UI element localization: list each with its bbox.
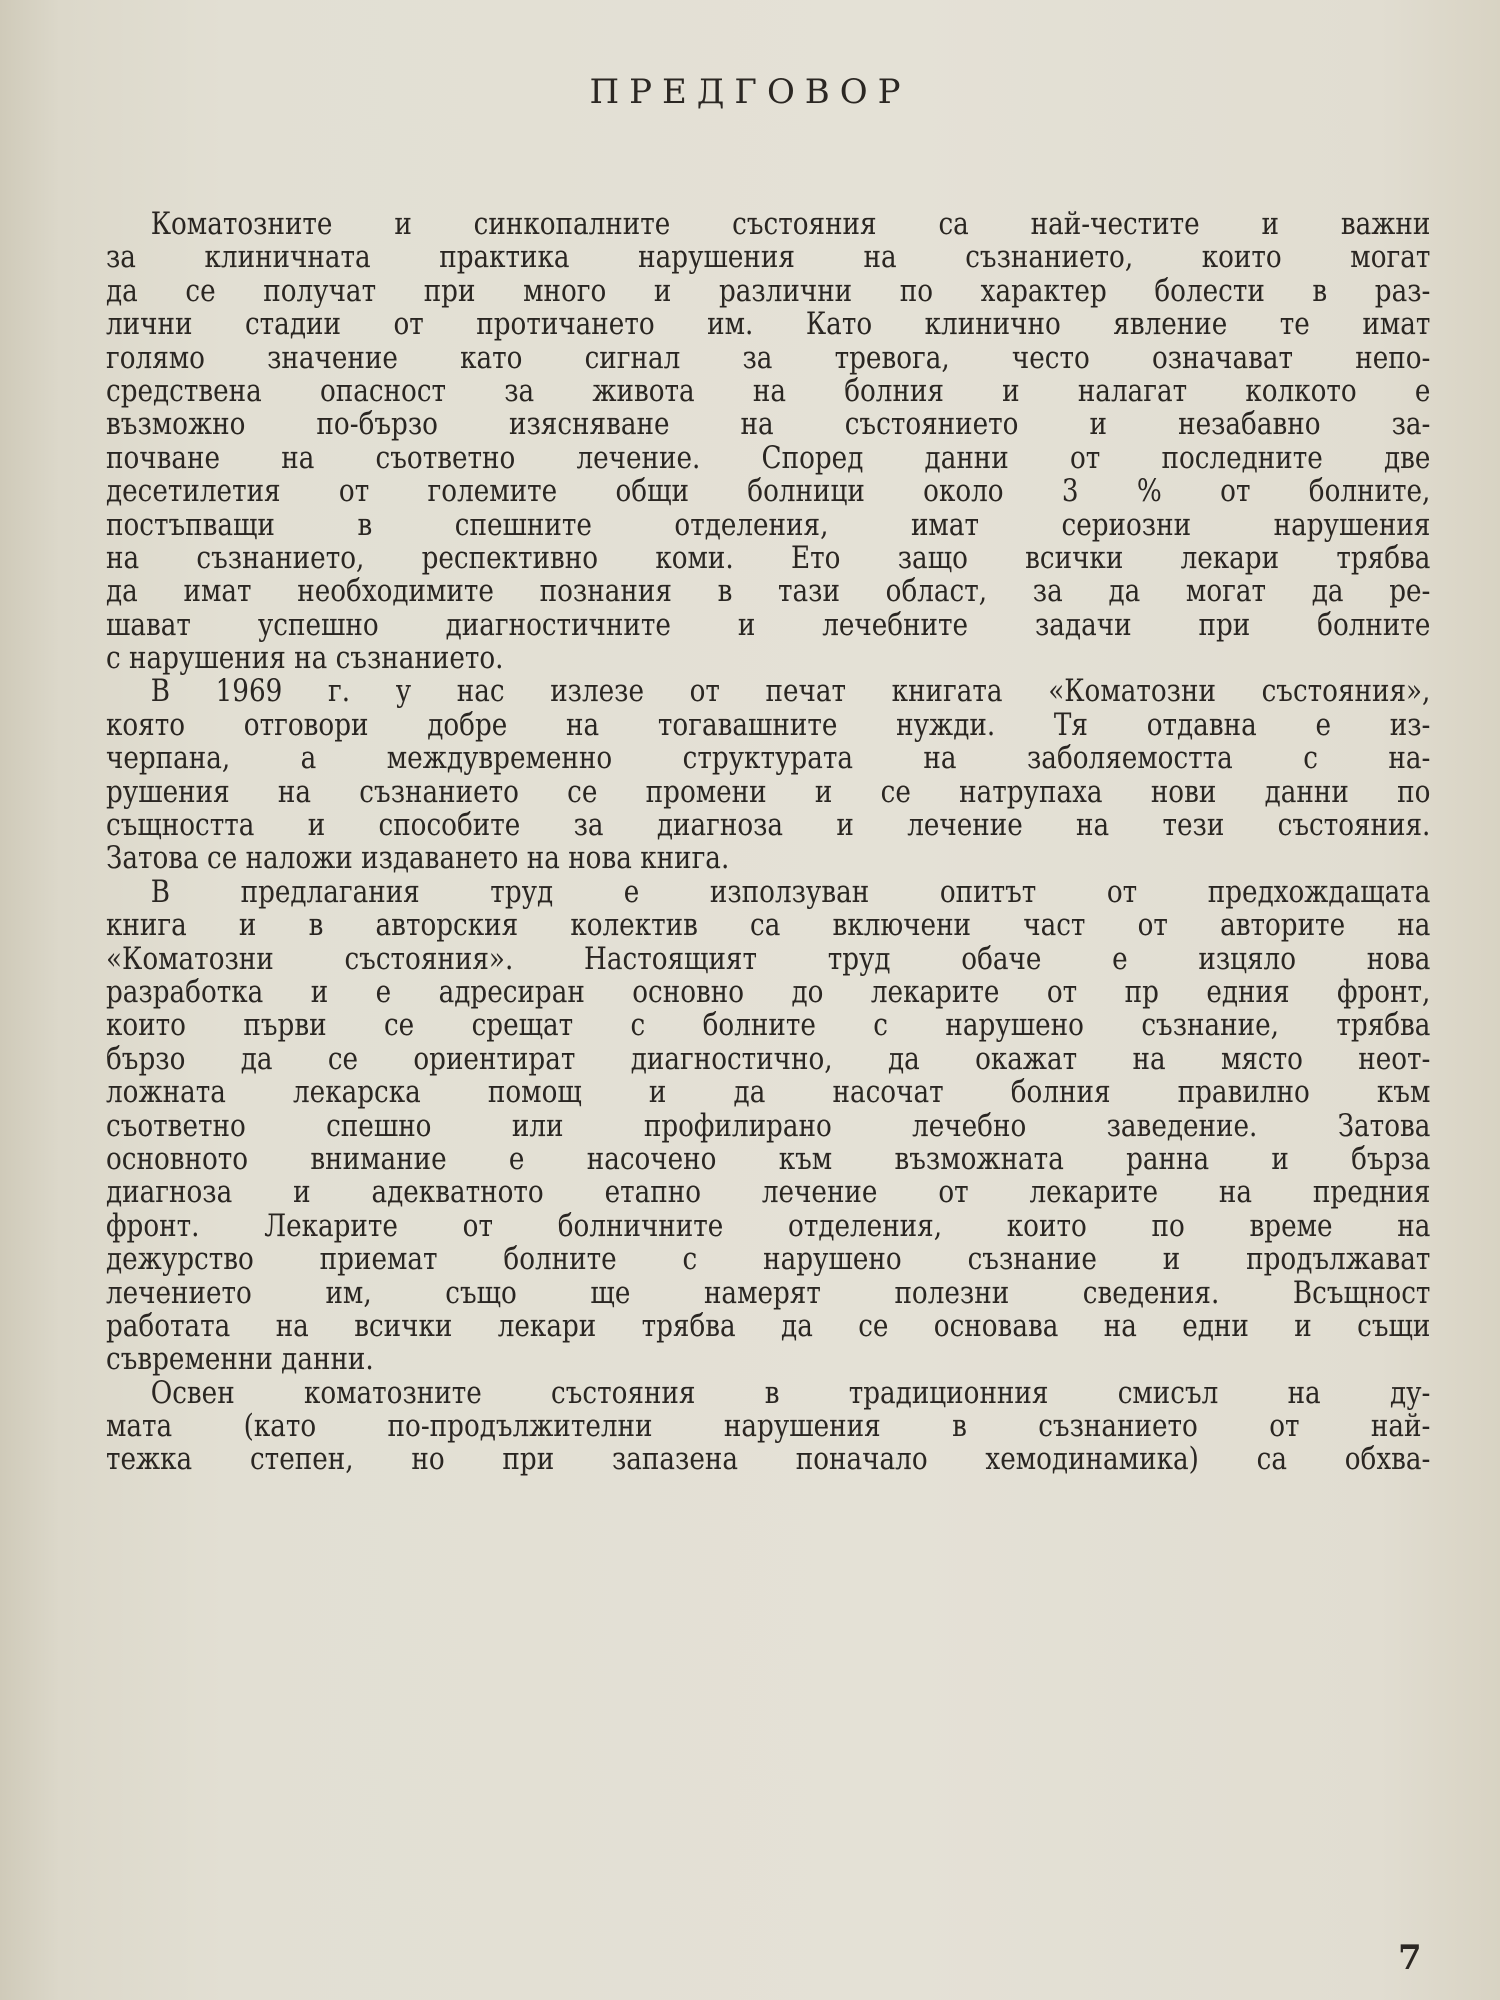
- text-line: да се получат при много и различни по характер болести в раз-: [106, 273, 1431, 309]
- paragraph-2: [106, 675, 1430, 875]
- text-line: дежурство приемат болните с нарушено съзнание и продължават: [106, 1242, 1431, 1278]
- text-line: лични стадии от протичането им. Като клинично явление те имат: [106, 307, 1431, 343]
- text-line: работата на всички лекари трябва да се основава на едни и същи: [106, 1308, 1431, 1344]
- text-line: ложната лекарска помощ и да насочат болния правилно към: [106, 1075, 1431, 1111]
- text-line: да имат необходимите познания в тази област, за да могат да ре-: [106, 574, 1431, 610]
- text-line: постъпващи в спешните отделения, имат сериозни нарушения: [106, 507, 1431, 543]
- text-line: която отговори добре на тогавашните нужди. Тя отдавна е из-: [106, 707, 1431, 743]
- text-line: Затова се наложи издаването на нова книга.: [106, 841, 730, 877]
- text-line: почване на съответно лечение. Според данни от последните две: [106, 440, 1431, 476]
- text-line: съвременни данни.: [106, 1342, 374, 1378]
- text-line: В 1969 г. у нас излезе от печат книгата «Коматозни състояния»,: [150, 674, 1431, 710]
- text-line: голямо значение като сигнал за тревога, често означават непо-: [106, 340, 1431, 376]
- paragraph-4: [106, 1377, 1430, 1477]
- text-line: десетилетия от големите общи болници около 3 % от болните,: [106, 474, 1431, 510]
- text-line: с нарушения на съзнанието.: [106, 641, 504, 677]
- text-line: които първи се срещат с болните с нарушено съзнание, трябва: [106, 1008, 1431, 1044]
- text-line: възможно по-бързо изясняване на състоянието и незабавно за-: [106, 407, 1431, 443]
- paragraph-3: [106, 876, 1430, 1377]
- text-line: разработка и е адресиран основно до лекарите от пр едния фронт,: [106, 974, 1431, 1010]
- text-line: Освен коматозните състояния в традиционния смисъл на ду-: [150, 1375, 1431, 1411]
- text-line: съответно спешно или профилирано лечебно заведение. Затова: [106, 1108, 1431, 1144]
- preface-body: [106, 208, 1430, 1477]
- text-line: шават успешно диагностичните и лечебните задачи при болните: [106, 607, 1431, 643]
- text-line: тежка степен, но при запазена поначало хемодинамика) са обхва-: [106, 1442, 1431, 1478]
- text-line: бързо да се ориентират диагностично, да окажат на място неот-: [106, 1041, 1431, 1077]
- text-line: черпана, а междувременно структурата на заболяемостта с на-: [106, 741, 1431, 777]
- text-line: на съзнанието, респективно коми. Ето защо всички лекари трябва: [106, 540, 1431, 576]
- text-line: книга и в авторския колектив са включени част от авторите на: [106, 908, 1431, 944]
- text-line: същността и способите за диагноза и лечение на тези състояния.: [106, 808, 1431, 844]
- paragraph-1: [106, 208, 1430, 675]
- text-line: средствена опасност за живота на болния и налагат колкото е: [106, 373, 1431, 409]
- text-line: фронт. Лекарите от болничните отделения, които по време на: [106, 1208, 1431, 1244]
- text-line: основното внимание е насочено към възможната ранна и бърза: [106, 1141, 1431, 1177]
- text-line: лечението им, също ще намерят полезни сведения. Всъщност: [106, 1275, 1431, 1311]
- page-title: ПРЕДГОВОР: [589, 72, 911, 112]
- text-line: В предлагания труд е използуван опитът от предхождащата: [150, 874, 1431, 910]
- text-line: «Коматозни състояния». Настоящият труд обаче е изцяло нова: [106, 941, 1431, 977]
- text-line: диагноза и адекватното етапно лечение от лекарите на предния: [106, 1175, 1431, 1211]
- text-line: за клиничната практика нарушения на съзнанието, които могат: [106, 240, 1431, 276]
- text-line: рушения на съзнанието се промени и се натрупаха нови данни по: [106, 774, 1431, 810]
- text-line: Коматозните и синкопалните състояния са най-честите и важни: [150, 207, 1431, 242]
- text-line: мата (като по-продължителни нарушения в съзнанието от най-: [106, 1409, 1431, 1445]
- page-number: 7: [1398, 1938, 1422, 1978]
